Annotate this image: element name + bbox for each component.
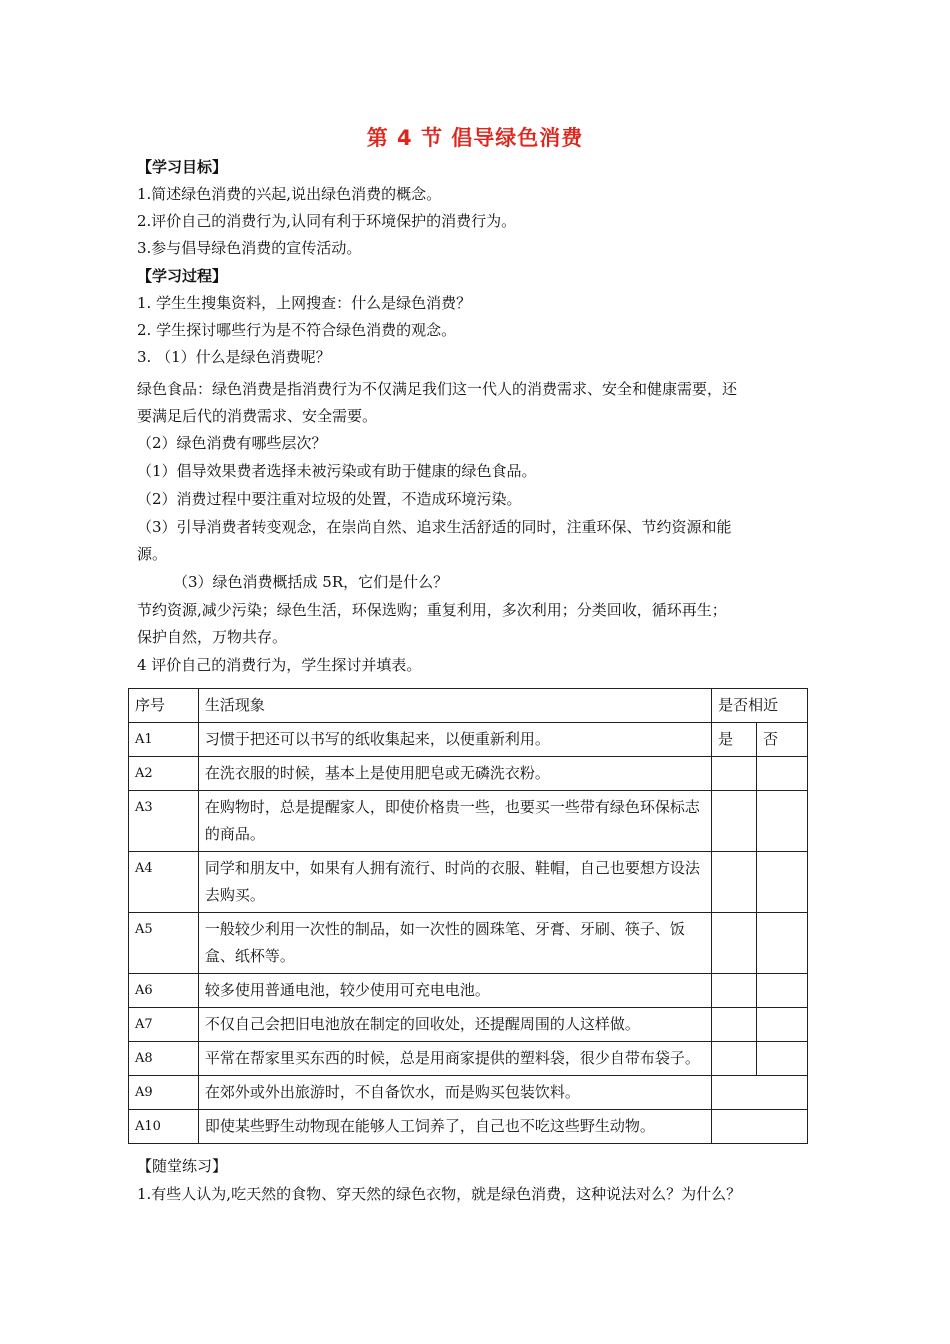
table-header-row (129, 689, 808, 723)
row-id: A6 (129, 974, 199, 1008)
yes-cell[interactable] (712, 1042, 757, 1076)
table-row (129, 974, 808, 1008)
process-step-1: 1. 学生生搜集资料，上网搜查：什么是绿色消费？ (137, 294, 472, 312)
row-id: A1 (129, 723, 199, 757)
row-id: A5 (129, 913, 199, 974)
match-cell[interactable] (712, 1076, 808, 1110)
page-title: 第 4 节 倡导绿色消费 (366, 126, 584, 150)
level-2: （2）消费过程中要注重对垃圾的处置，不造成环境污染。 (137, 490, 522, 508)
table-row (129, 1042, 808, 1076)
yes-cell[interactable] (712, 791, 757, 852)
goal-1: 1.简述绿色消费的兴起,说出绿色消费的概念。 (137, 185, 442, 203)
goals-heading: 【学习目标】 (137, 158, 228, 176)
process-step-2: 2. 学生探讨哪些行为是不符合绿色消费的观念。 (137, 321, 457, 339)
no-cell[interactable] (757, 1042, 808, 1076)
five-r-line-2: 保护自然，万物共存。 (137, 628, 288, 646)
question-levels: （2）绿色消费有哪些层次？ (137, 434, 327, 452)
yes-cell[interactable] (712, 852, 757, 913)
definition-line-2: 要满足后代的消费需求、安全需要。 (137, 407, 378, 425)
definition-line-1: 绿色食品：绿色消费是指消费行为不仅满足我们这一代人的消费需求、安全和健康需要，还 (137, 380, 738, 398)
question-5r: （3）绿色消费概括成 5R，它们是什么？ (173, 573, 449, 591)
level-1: （1）倡导效果费者选择未被污染或有助于健康的绿色食品。 (137, 462, 537, 480)
table-row (129, 1076, 808, 1110)
no-cell[interactable] (757, 913, 808, 974)
process-heading: 【学习过程】 (137, 267, 228, 285)
five-r-line-1: 节约资源,减少污染；绿色生活，环保选购；重复利用，多次利用；分类回收，循环再生； (137, 601, 727, 619)
row-phenomenon: 即使某些野生动物现在能够人工饲养了，自己也不吃这些野生动物。 (198, 1110, 711, 1144)
level-3-line-1: （3）引导消费者转变观念，在崇尚自然、追求生活舒适的同时，注重环保、节约资源和能 (137, 518, 732, 536)
level-3-line-2: 源。 (137, 545, 168, 563)
row-phenomenon: 习惯于把还可以书写的纸收集起来，以便重新利用。 (198, 723, 711, 757)
process-step-4: 4 评价自己的消费行为，学生探讨并填表。 (137, 656, 422, 674)
yes-cell[interactable] (712, 1008, 757, 1042)
table-row (129, 1110, 808, 1144)
row-phenomenon: 在购物时，总是提醒家人，即使价格贵一些，也要买一些带有绿色环保标志的商品。 (198, 791, 711, 852)
header-id: 序号 (129, 689, 199, 723)
row-phenomenon: 不仅自己会把旧电池放在制定的回收处，还提醒周围的人这样做。 (198, 1008, 711, 1042)
table-row (129, 852, 808, 913)
goal-2: 2.评价自己的消费行为,认同有利于环境保护的消费行为。 (137, 212, 517, 230)
row-id: A3 (129, 791, 199, 852)
header-phenomenon: 生活现象 (198, 689, 711, 723)
row-phenomenon: 在郊外或外出旅游时，不自备饮水，而是购买包装饮料。 (198, 1076, 711, 1110)
row-phenomenon: 同学和朋友中，如果有人拥有流行、时尚的衣服、鞋帽，自己也要想方设法去购买。 (198, 852, 711, 913)
header-yes: 是 (712, 723, 757, 757)
yes-cell[interactable] (712, 913, 757, 974)
yes-cell[interactable] (712, 974, 757, 1008)
row-phenomenon: 在洗衣服的时候，基本上是使用肥皂或无磷洗衣粉。 (198, 757, 711, 791)
yes-cell[interactable] (712, 757, 757, 791)
behavior-survey-table (128, 688, 808, 1144)
row-id: A4 (129, 852, 199, 913)
no-cell[interactable] (757, 974, 808, 1008)
row-id: A8 (129, 1042, 199, 1076)
row-id: A2 (129, 757, 199, 791)
table-row (129, 913, 808, 974)
no-cell[interactable] (757, 1008, 808, 1042)
row-id: A10 (129, 1110, 199, 1144)
process-step-3: 3. （1）什么是绿色消费呢？ (137, 348, 331, 366)
practice-heading: 【随堂练习】 (137, 1157, 228, 1175)
match-cell[interactable] (712, 1110, 808, 1144)
no-cell[interactable] (757, 852, 808, 913)
row-phenomenon: 平常在帮家里买东西的时候，总是用商家提供的塑料袋，很少自带布袋子。 (198, 1042, 711, 1076)
row-id: A9 (129, 1076, 199, 1110)
no-cell[interactable] (757, 757, 808, 791)
goal-3: 3.参与倡导绿色消费的宣传活动。 (137, 239, 362, 257)
table-row (129, 723, 808, 757)
table-row (129, 791, 808, 852)
table-row (129, 1008, 808, 1042)
no-cell[interactable] (757, 791, 808, 852)
row-id: A7 (129, 1008, 199, 1042)
header-no: 否 (757, 723, 808, 757)
row-phenomenon: 一般较少利用一次性的制品，如一次性的圆珠笔、牙膏、牙刷、筷子、饭盒、纸杯等。 (198, 913, 711, 974)
table-row (129, 757, 808, 791)
header-match: 是否相近 (712, 689, 808, 723)
row-phenomenon: 较多使用普通电池，较少使用可充电电池。 (198, 974, 711, 1008)
practice-question-1: 1.有些人认为,吃天然的食物、穿天然的绿色衣物，就是绿色消费，这种说法对么？为什么？ (137, 1185, 742, 1203)
